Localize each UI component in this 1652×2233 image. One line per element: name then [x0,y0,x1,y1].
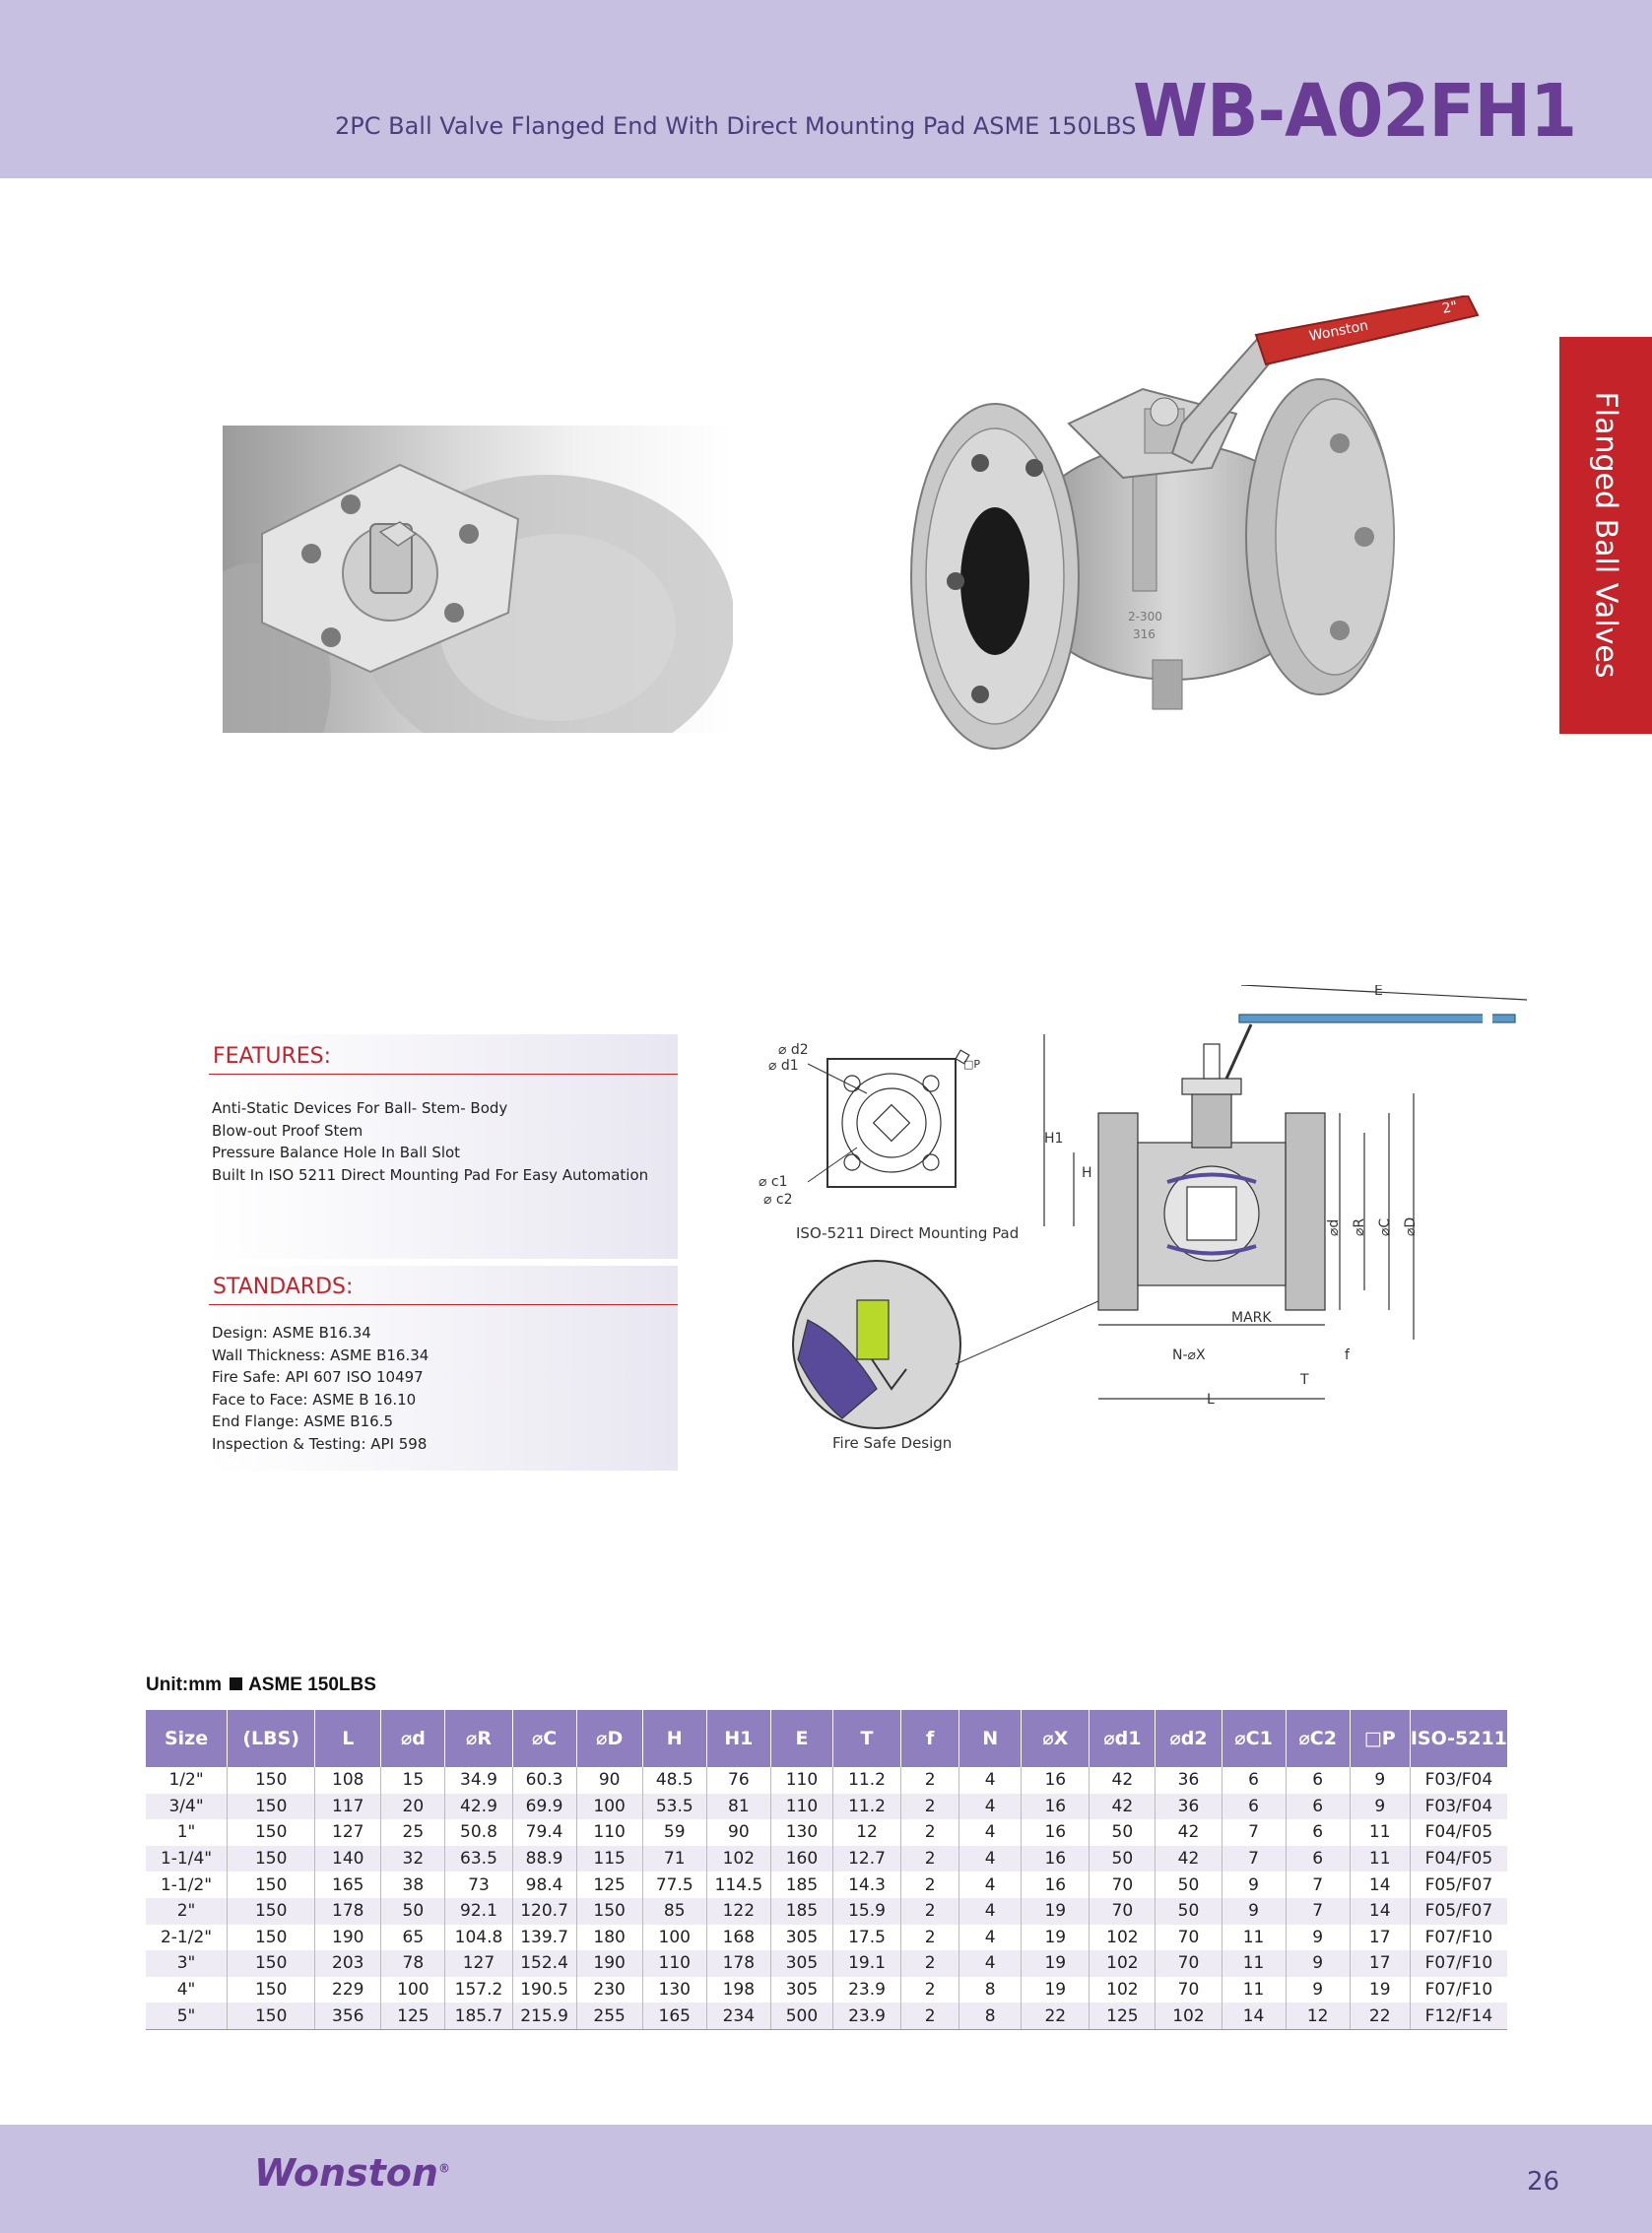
col-header: ⌀C [512,1710,576,1767]
table-cell: 85 [642,1898,706,1925]
table-cell: 356 [315,2003,381,2029]
table-cell: 63.5 [445,1846,512,1872]
table-cell: 36 [1156,1767,1222,1794]
col-header: ISO-5211 [1410,1710,1507,1767]
table-cell: 16 [1022,1819,1090,1846]
standard-label: ASME 150LBS [248,1675,376,1695]
table-cell: 160 [770,1846,832,1872]
col-header: H [642,1710,706,1767]
col-header: ⌀X [1022,1710,1090,1767]
table-cell: 78 [381,1950,445,1977]
table-cell: 11 [1222,1950,1286,1977]
table-cell: 70 [1156,1977,1222,2003]
table-cell: 7 [1222,1819,1286,1846]
table-cell: 42.9 [445,1794,512,1820]
table-cell: 1-1/4" [146,1846,228,1872]
table-cell: 150 [228,1977,315,2003]
table-cell: 11 [1222,1925,1286,1951]
table-body [146,1767,1507,2029]
table-cell: 178 [706,1950,770,1977]
table-cell: 50 [381,1898,445,1925]
table-cell: 15 [381,1767,445,1794]
footer-band [0,2125,1652,2233]
table-cell: 70 [1090,1898,1156,1925]
table-cell: 190 [576,1950,642,1977]
table-cell: 110 [770,1794,832,1820]
page-number: 26 [1527,2167,1560,2197]
table-cell: 139.7 [512,1925,576,1951]
table-cell: 90 [576,1767,642,1794]
table-cell: 6 [1286,1819,1350,1846]
table-cell: 115 [576,1846,642,1872]
table-cell: F05/F07 [1410,1898,1507,1925]
table-cell: 114.5 [706,1872,770,1898]
table-cell: F05/F07 [1410,1872,1507,1898]
table-cell: 2 [901,1794,959,1820]
table-cell: 2 [901,1898,959,1925]
table-cell: F04/F05 [1410,1846,1507,1872]
table-cell: 11 [1222,1977,1286,2003]
table-cell: 23.9 [832,1977,900,2003]
col-header: ⌀C2 [1286,1710,1350,1767]
table-cell: 150 [228,1872,315,1898]
table-cell: 140 [315,1846,381,1872]
table-cell: 6 [1286,1846,1350,1872]
table-cell: 5" [146,2003,228,2029]
table-cell: 168 [706,1925,770,1951]
technical-drawing [749,985,1527,1468]
table-cell: 53.5 [642,1794,706,1820]
table-cell: 4 [959,1898,1022,1925]
label-nx: N-⌀X [1172,1347,1206,1363]
table-cell: 11 [1350,1846,1410,1872]
table-cell: 9 [1286,1977,1350,2003]
table-cell: F07/F10 [1410,1977,1507,2003]
table-cell: 120.7 [512,1898,576,1925]
table-cell: 17 [1350,1950,1410,1977]
col-header: ⌀d1 [1090,1710,1156,1767]
table-cell: 9 [1222,1898,1286,1925]
table-cell: 59 [642,1819,706,1846]
table-cell: 16 [1022,1767,1090,1794]
table-cell: 17.5 [832,1925,900,1951]
table-cell: 14 [1350,1898,1410,1925]
table-cell: 1/2" [168,1770,204,1791]
table-cell: 19 [1022,1925,1090,1951]
table-row [146,1872,1507,1898]
col-header: H1 [706,1710,770,1767]
label-d: ⌀d [1326,1218,1342,1236]
table-cell: 48.5 [642,1767,706,1794]
table-cell: 25 [381,1819,445,1846]
table-cell: 157.2 [445,1977,512,2003]
table-cell: 150 [228,1794,315,1820]
col-header: □P [1350,1710,1410,1767]
standards-title: STANDARDS: [213,1275,354,1299]
label-p: □P [963,1058,981,1071]
table-cell: 2-1/2" [160,1927,213,1947]
col-header: f [901,1710,959,1767]
standard-item: Wall Thickness: ASME B16.34 [212,1346,430,1364]
table-cell: 185 [770,1872,832,1898]
table-cell: 42 [1156,1846,1222,1872]
table-cell: 65 [381,1925,445,1951]
table-cell: 9 [1222,1872,1286,1898]
table-cell: 190 [315,1925,381,1951]
table-cell: 4 [959,1950,1022,1977]
unit-label: Unit:mm [146,1675,223,1695]
table-cell: 110 [642,1950,706,1977]
table-cell: 150 [228,1950,315,1977]
table-cell: 6 [1286,1794,1350,1820]
mounting-pad-photo [223,426,733,733]
standard-item: Face to Face: ASME B 16.10 [212,1390,417,1409]
table-cell: F12/F14 [1410,2003,1507,2029]
table-row [146,1925,1507,1951]
table-cell: 100 [642,1925,706,1951]
table-cell: 102 [1090,1977,1156,2003]
table-cell: 8 [959,1977,1022,2003]
table-cell: 150 [228,1925,315,1951]
table-cell: 69.9 [512,1794,576,1820]
registered-mark: ® [437,2161,450,2176]
table-cell: 500 [770,2003,832,2029]
table-row [146,1950,1507,1977]
features-title: FEATURES: [213,1044,332,1069]
table-cell: 100 [381,1977,445,2003]
table-cell: 4" [176,1980,196,2001]
table-cell: 11.2 [832,1794,900,1820]
brand-logo [254,2151,450,2195]
table-cell: F03/F04 [1410,1767,1507,1794]
col-header: L [315,1710,381,1767]
col-header: ⌀C1 [1222,1710,1286,1767]
table-cell: 165 [315,1872,381,1898]
table-row [146,1977,1507,2003]
table-cell: 77.5 [642,1872,706,1898]
table-cell: 6 [1222,1767,1286,1794]
table-cell: 16 [1022,1846,1090,1872]
table-cell: 22 [1022,2003,1090,2029]
table-cell: 2 [901,1950,959,1977]
table-cell: 100 [576,1794,642,1820]
table-cell: 104.8 [445,1925,512,1951]
label-T: T [1300,1372,1309,1388]
features-panel [209,1034,678,1259]
page-subtitle: 2PC Ball Valve Flanged End With Direct Mounting Pad ASME 150LBS [335,112,1137,140]
table-row [146,1898,1507,1925]
table-cell: 4 [959,1925,1022,1951]
table-cell: 17 [1350,1925,1410,1951]
table-cell: 50 [1090,1846,1156,1872]
table-cell: 32 [381,1846,445,1872]
table-cell: 6 [1222,1794,1286,1820]
fire-safe-detail [793,1261,1123,1428]
table-cell: 117 [315,1794,381,1820]
square-icon [230,1677,242,1690]
mounting-pad-drawing [808,1050,969,1187]
col-header: ⌀d [381,1710,445,1767]
table-row [146,2003,1507,2029]
table-cell: 19 [1350,1977,1410,2003]
table-cell: 88.9 [512,1846,576,1872]
label-L: L [1207,1392,1215,1408]
table-cell: 150 [228,1819,315,1846]
table-cell: 16 [1022,1794,1090,1820]
table-cell: 81 [706,1794,770,1820]
table-cell: 108 [315,1767,381,1794]
table-row [146,1794,1507,1820]
table-cell: 127 [445,1950,512,1977]
table-cell: 185 [770,1898,832,1925]
table-cell: 11.2 [832,1767,900,1794]
table-cell: 130 [770,1819,832,1846]
table-cell: 2 [901,1925,959,1951]
col-header: T [832,1710,900,1767]
table-cell: 2" [146,1898,228,1925]
table-cell: 1-1/2" [160,1874,213,1895]
table-cell: 102 [706,1846,770,1872]
table-cell: 12 [1286,2003,1350,2029]
standard-item: Design: ASME B16.34 [212,1324,371,1342]
table-cell: 34.9 [445,1767,512,1794]
table-cell: 23.9 [832,2003,900,2029]
table-cell: F07/F10 [1410,1925,1507,1951]
col-header: ⌀R [445,1710,512,1767]
table-cell: 19 [1022,1977,1090,2003]
table-cell: 71 [642,1846,706,1872]
table-cell: 150 [228,2003,315,2029]
table-cell: 6 [1286,1767,1350,1794]
table-header-row [146,1710,1507,1767]
table-cell: 4 [959,1819,1022,1846]
handle-brand-text: Wonston [1307,317,1370,345]
table-cell: 9 [1286,1950,1350,1977]
label-C: ⌀C [1377,1217,1393,1236]
col-header: Size [146,1710,228,1767]
table-cell: 14 [1222,2003,1286,2029]
feature-item: Pressure Balance Hole In Ball Slot [212,1144,461,1161]
table-cell: 79.4 [512,1819,576,1846]
table-cell: 229 [315,1977,381,2003]
table-cell: 38 [381,1872,445,1898]
table-row [146,1767,1507,1794]
table-cell: 12 [832,1819,900,1846]
table-cell: 70 [1090,1872,1156,1898]
table-cell: 2 [901,1872,959,1898]
feature-item: Blow-out Proof Stem [212,1121,363,1140]
table-cell: 305 [770,1977,832,2003]
table-cell: 4 [959,1846,1022,1872]
table-cell: 180 [576,1925,642,1951]
category-tab-label: Flanged Ball Valves [1588,391,1623,679]
table-cell: 42 [1090,1767,1156,1794]
table-cell: 11 [1350,1819,1410,1846]
table-cell: F04/F05 [1410,1819,1507,1846]
col-header: E [770,1710,832,1767]
table-cell: 1" [176,1822,196,1843]
table-cell: 125 [576,1872,642,1898]
model-number: WB-A02FH1 [1133,69,1577,154]
table-cell: F07/F10 [1410,1950,1507,1977]
feature-item: Built In ISO 5211 Direct Mounting Pad For Easy Automation [212,1165,649,1184]
table-cell: 60.3 [512,1767,576,1794]
ball-valve-photo [887,296,1517,778]
table-cell: 7 [1286,1898,1350,1925]
table-cell: 70 [1156,1925,1222,1951]
table-cell: 102 [1090,1925,1156,1951]
table-cell: 102 [1090,1950,1156,1977]
table-cell: 2 [901,1767,959,1794]
standard-item: End Flange: ASME B16.5 [212,1412,393,1430]
table-cell: 122 [706,1898,770,1925]
table-cell: 305 [770,1925,832,1951]
table-cell: 90 [706,1819,770,1846]
header-band [0,0,1652,178]
table-row [146,1846,1507,1872]
label-mark: MARK [1231,1310,1272,1326]
label-R: ⌀R [1352,1217,1367,1236]
body-mark-2: 316 [1133,627,1156,641]
col-header: N [959,1710,1022,1767]
table-cell: 70 [1156,1950,1222,1977]
table-cell: 4 [959,1767,1022,1794]
table-cell: 130 [642,1977,706,2003]
label-f: f [1345,1347,1350,1363]
table-cell: 2 [901,2003,959,2029]
table-cell: 98.4 [512,1872,576,1898]
label-D: ⌀D [1403,1216,1419,1236]
table-cell: 234 [706,2003,770,2029]
table-cell: 19.1 [832,1950,900,1977]
table-cell: 125 [381,2003,445,2029]
table-cell: 150 [576,1898,642,1925]
table-cell: 2 [901,1819,959,1846]
valve-section-drawing [1098,1005,1515,1310]
table-cell: 2 [901,1846,959,1872]
features-list [212,1097,648,1186]
standards-rule [209,1304,678,1305]
table-caption [146,1675,376,1696]
handle-size-text: 2" [1440,298,1459,317]
table-cell: 73 [445,1872,512,1898]
table-cell: 185.7 [445,2003,512,2029]
table-cell: 14.3 [832,1872,900,1898]
table-cell: 15.9 [832,1898,900,1925]
label-E: E [1374,985,1383,999]
table-cell: 255 [576,2003,642,2029]
table-cell: 50 [1156,1872,1222,1898]
table-cell: 14 [1350,1872,1410,1898]
table-cell: 127 [315,1819,381,1846]
brand-name: Wonston [254,2151,438,2195]
table-cell: 165 [642,2003,706,2029]
standards-list [212,1322,429,1455]
table-cell: 19 [1022,1898,1090,1925]
table-cell: 150 [228,1767,315,1794]
table-cell: 7 [1286,1872,1350,1898]
table-cell: 9 [1350,1767,1410,1794]
standard-item: Fire Safe: API 607 ISO 10497 [212,1368,424,1386]
label-c2: ⌀ c2 [763,1192,793,1208]
table-cell: 19 [1022,1950,1090,1977]
standard-item: Inspection & Testing: API 598 [212,1434,428,1453]
table-cell: 7 [1222,1846,1286,1872]
table-cell: 9 [1350,1794,1410,1820]
table-cell: 76 [706,1767,770,1794]
table-cell: 3/4" [146,1794,228,1820]
table-cell: 178 [315,1898,381,1925]
label-d1: ⌀ d1 [768,1058,799,1074]
mounting-pad-illustration [223,426,733,733]
col-header: (LBS) [228,1710,315,1767]
table-cell: 150 [228,1898,315,1925]
col-header: ⌀D [576,1710,642,1767]
table-cell: 3" [146,1950,228,1977]
table-cell: 152.4 [512,1950,576,1977]
features-rule [209,1074,678,1075]
table-cell: 110 [770,1767,832,1794]
label-H1: H1 [1044,1131,1064,1147]
pad-caption: ISO-5211 Direct Mounting Pad [796,1224,1020,1242]
table-cell: 4 [959,1872,1022,1898]
table-cell: 12.7 [832,1846,900,1872]
feature-item: Anti-Static Devices For Ball- Stem- Body [212,1099,508,1117]
dimensions-table [146,1710,1507,2030]
table-cell: 150 [228,1846,315,1872]
table-cell: 42 [1156,1819,1222,1846]
fire-safe-caption: Fire Safe Design [832,1434,953,1452]
table-cell: 92.1 [445,1898,512,1925]
label-d2: ⌀ d2 [778,1042,809,1058]
label-c1: ⌀ c1 [759,1174,788,1190]
body-mark-1: 2-300 [1128,610,1162,624]
table-cell: 230 [576,1977,642,2003]
standards-panel [209,1266,678,1471]
table-cell: 8 [959,2003,1022,2029]
table-cell: 36 [1156,1794,1222,1820]
table-cell: 110 [576,1819,642,1846]
table-cell: 50 [1156,1898,1222,1925]
table-cell: 16 [1022,1872,1090,1898]
col-header: ⌀d2 [1156,1710,1222,1767]
table-cell: 198 [706,1977,770,2003]
table-cell: F03/F04 [1410,1794,1507,1820]
label-H: H [1082,1165,1092,1181]
table-cell: 190.5 [512,1977,576,2003]
table-cell: 9 [1286,1925,1350,1951]
table-cell: 22 [1350,2003,1410,2029]
table-cell: 102 [1156,2003,1222,2029]
table-cell: 20 [381,1794,445,1820]
table-cell: 50.8 [445,1819,512,1846]
table-cell: 125 [1090,2003,1156,2029]
table-cell: 42 [1090,1794,1156,1820]
table-cell: 2 [901,1977,959,2003]
table-cell: 50 [1090,1819,1156,1846]
table-row [146,1819,1507,1846]
table-cell: 215.9 [512,2003,576,2029]
table-cell: 203 [315,1950,381,1977]
category-tab [1559,337,1652,734]
table-cell: 4 [959,1794,1022,1820]
table-cell: 305 [770,1950,832,1977]
